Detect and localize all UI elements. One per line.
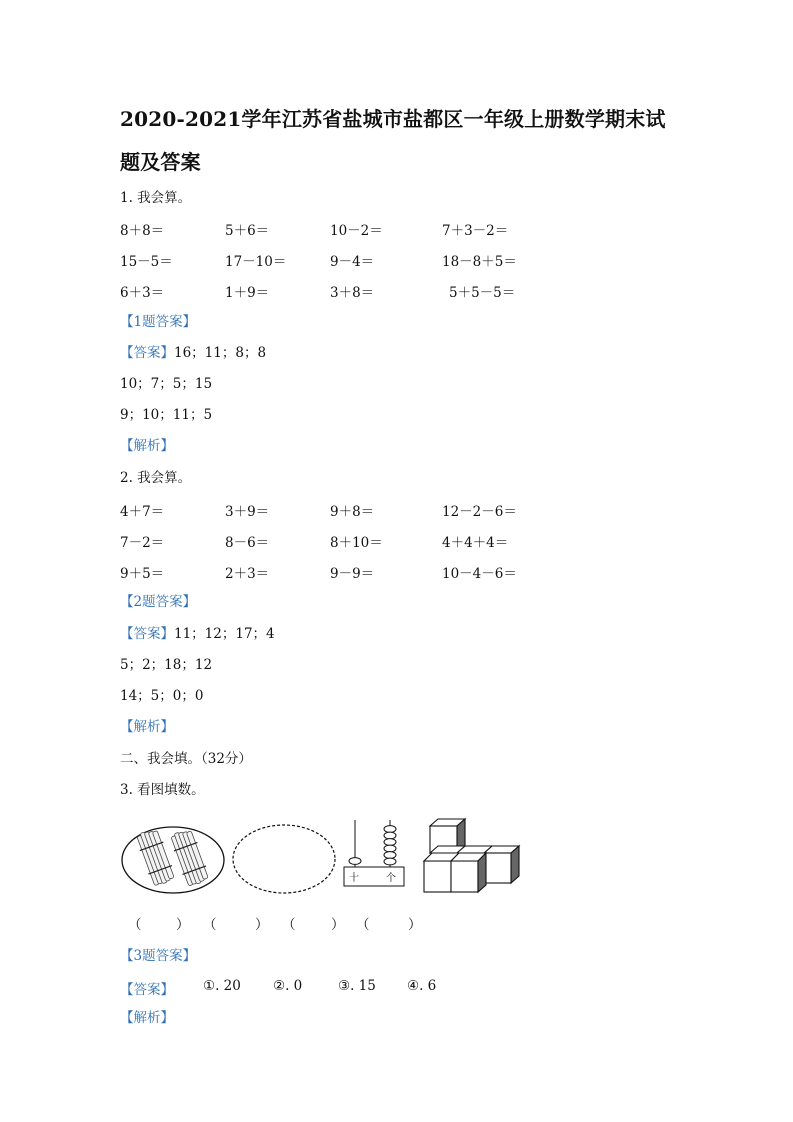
q1-problem: 1＋9＝ <box>225 285 270 301</box>
q3-answer-4: ④. 6 <box>407 978 437 994</box>
q2-problem: 12－2－6＝ <box>442 504 517 520</box>
q2-problem: 7－2＝ <box>120 535 165 551</box>
abacus-tens-label: 十 <box>349 873 359 884</box>
q3-answer-header: 【3题答案】 <box>120 948 197 964</box>
blank-open-paren: （ <box>282 917 296 933</box>
q2-problem: 9＋5＝ <box>120 566 165 582</box>
q1-problem: 15－5＝ <box>120 254 173 270</box>
q2-answer-line-1 <box>120 625 275 643</box>
section-2-heading: 二、我会填。（32分） <box>120 751 252 767</box>
q2-problem: 8＋10＝ <box>330 535 383 551</box>
q2-problem: 2＋3＝ <box>225 566 270 582</box>
q1-problem: 18－8＋5＝ <box>442 254 517 270</box>
q2-problem: 8－6＝ <box>225 535 270 551</box>
q1-heading: 1. 我会算。 <box>120 190 192 206</box>
blank-close-paren: ） <box>255 917 269 933</box>
blank-open-paren: （ <box>203 917 217 933</box>
q3-answer-2: ②. 0 <box>273 978 303 994</box>
abacus-figure <box>344 820 404 886</box>
q2-problem: 10－4－6＝ <box>442 566 517 582</box>
q2-problem: 4＋7＝ <box>120 504 165 520</box>
empty-dashed-ellipse <box>233 825 335 893</box>
q2-heading: 2. 我会算。 <box>120 470 192 486</box>
q2-answer-line-3: 14；5；0；0 <box>120 688 204 704</box>
blank-close-paren: ） <box>408 917 422 933</box>
cube-stack-figure <box>424 819 519 892</box>
document-title-line-2: 题及答案 <box>120 150 201 174</box>
answer-values: 16；11；8；8 <box>174 345 267 361</box>
q1-answer-header: 【1题答案】 <box>120 314 197 330</box>
q3-figures-svg <box>120 816 530 898</box>
blank-open-paren: （ <box>128 917 142 933</box>
q1-problem: 5＋6＝ <box>225 223 270 239</box>
answer-label: 【答案】 <box>120 626 174 642</box>
q2-analysis: 【解析】 <box>120 719 174 735</box>
q1-problem: 7＋3－2＝ <box>442 223 509 239</box>
answer-label: 【答案】 <box>120 345 174 361</box>
q2-problem: 9＋8＝ <box>330 504 375 520</box>
document-title-line-1: 2020-2021学年江苏省盐城市盐都区一年级上册数学期末试 <box>120 107 666 131</box>
q1-answer-line-1 <box>120 344 266 362</box>
q2-problem: 3＋9＝ <box>225 504 270 520</box>
q1-problem: 6＋3＝ <box>120 285 165 301</box>
q2-answer-line-2: 5；2；18；12 <box>120 657 213 673</box>
answer-label: 【答案】 <box>120 982 174 998</box>
q1-answer-line-2: 10；7；5；15 <box>120 376 213 392</box>
q1-problem: 9－4＝ <box>330 254 375 270</box>
q3-analysis: 【解析】 <box>120 1010 174 1026</box>
q1-problem: 17－10＝ <box>225 254 287 270</box>
blank-close-paren: ） <box>176 917 190 933</box>
q2-problem: 4＋4＋4＝ <box>442 535 509 551</box>
q1-problem: 10－2＝ <box>330 223 383 239</box>
q1-problem: 5＋5－5＝ <box>449 285 516 301</box>
q3-figure-row <box>120 816 530 898</box>
q2-problem: 9－9＝ <box>330 566 375 582</box>
q3-heading: 3. 看图填数。 <box>120 782 205 798</box>
blank-close-paren: ） <box>331 917 345 933</box>
abacus-ones-label: 个 <box>386 873 396 884</box>
q2-answer-header: 【2题答案】 <box>120 594 197 610</box>
q1-analysis: 【解析】 <box>120 438 174 454</box>
answer-values: 11；12；17；4 <box>174 626 275 642</box>
q1-answer-line-3: 9；10；11；5 <box>120 407 213 423</box>
q3-answer-1: ①. 20 <box>203 978 241 994</box>
stick-bundles-figure <box>122 827 224 893</box>
q3-answer-3: ③. 15 <box>338 978 376 994</box>
q1-problem: 3＋8＝ <box>330 285 375 301</box>
q1-problem: 8＋8＝ <box>120 223 165 239</box>
blank-open-paren: （ <box>356 917 370 933</box>
